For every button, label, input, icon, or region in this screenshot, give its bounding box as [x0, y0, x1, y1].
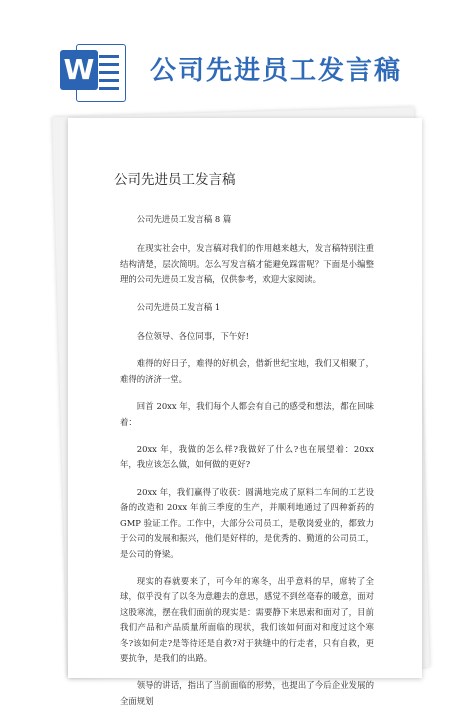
paragraph: 各位领导、各位同事，下午好! [136, 331, 250, 342]
word-logo-badge: W [60, 50, 98, 90]
document-subtitle: 公司先进员工发言稿 8 篇 [136, 214, 232, 224]
paragraph: 难得的好日子，难得的好机会，借新世纪宝地，我们又相聚了，难得的济济一堂。 [120, 358, 374, 384]
paragraph: 20xx 年，我做的怎么样?我做好了什么?也在展望着：20xx 年，我应该怎么做，如何做的更好? [120, 444, 374, 470]
paragraph: 领导的讲话，指出了当前面临的形势，也提出了今后企业发展的全面规划 [120, 680, 374, 706]
document-title: 公司先进员工发言稿 [114, 172, 236, 188]
section-heading: 公司先进员工发言稿 1 [136, 301, 221, 312]
word-document-icon [60, 38, 126, 104]
header-banner [0, 0, 474, 100]
paragraph: 回首 20xx 年，我们每个人都会有自己的感受和想法，都在回味着： [120, 401, 374, 427]
paragraph: 20xx 年，我们赢得了收获：圆满地完成了原料二车间的工艺设备的改造和 20xx 年前三季度的生产，并顺利地通过了四种新药的 GMP 验证工作。工作中，大部分公司员工，是敬岗爱业的，都致力于公司的发展和振兴，他们是好样的，是优秀的、勤道的公司员工，是公司的脊梁。 [120, 486, 374, 559]
paragraph: 现实的春就要来了，可今年的寒冬，出乎意料的早，席转了全球，似乎没有了以冬为意趣去的意思，感觉不到丝毫春的暖意，面对这股寒流，摆在我们面前的现实是：需要静下来思索和面对了，目前我们产品和产品质量所面临的现状，我们该如何面对和度过这个寒冬?该如何走?是等待还是自救?对于狭缝中的行走者，只有自救，更要抗争，是我们的出路。 [120, 575, 374, 663]
document-page [68, 118, 422, 706]
page-title: 公司先进员工发言稿 [150, 56, 403, 86]
paragraph: 在现实社会中，发言稿对我们的作用越来越大，发言稿特别注重结构清楚，层次简明。怎么写发言稿才能避免踩雷呢？下面是小编整理的公司先进员工发言稿，仅供参考，欢迎大家阅读。 [120, 243, 374, 285]
document-body [120, 212, 374, 721]
